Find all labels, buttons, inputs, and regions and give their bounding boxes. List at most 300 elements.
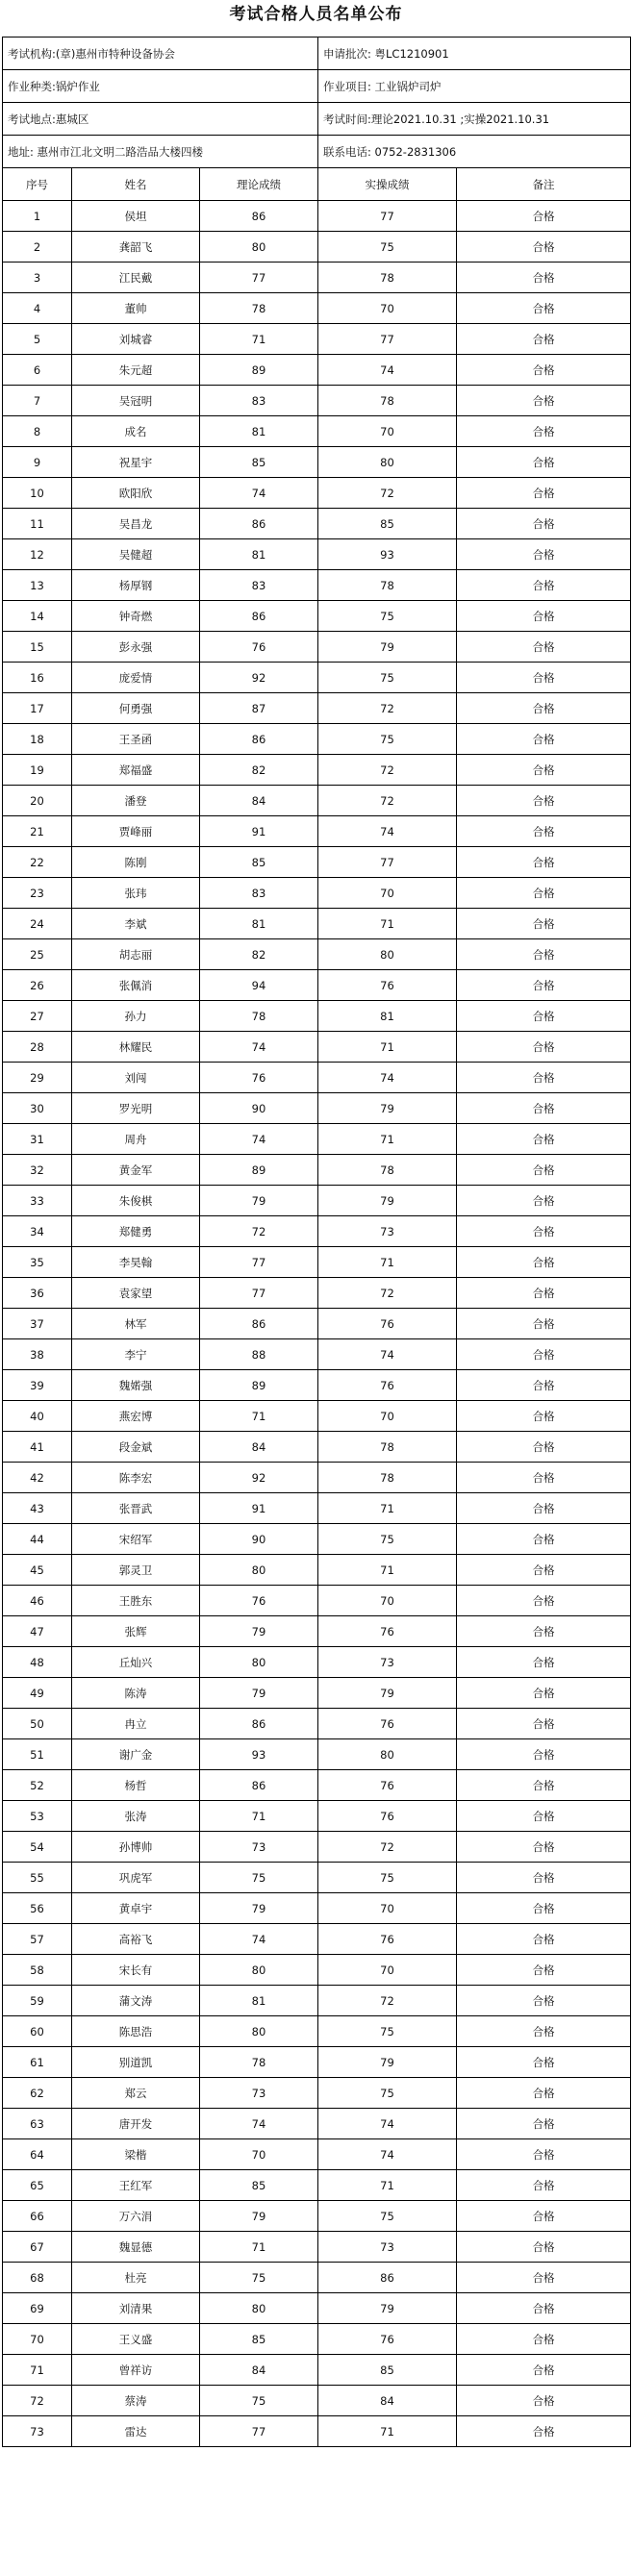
cell-name: 孙博帅	[72, 1832, 200, 1863]
cell-name: 梁楷	[72, 2139, 200, 2170]
cell-remark: 合格	[457, 2016, 631, 2047]
table-row	[3, 509, 631, 539]
cell-practical-score: 80	[318, 939, 457, 970]
cell-name: 陈涛	[72, 1678, 200, 1709]
cell-name: 张佩消	[72, 970, 200, 1001]
cell-index: 15	[3, 632, 72, 663]
table-row	[3, 1863, 631, 1893]
cell-practical-score: 76	[318, 1770, 457, 1801]
cell-practical-score: 75	[318, 2016, 457, 2047]
cell-theory-score: 71	[200, 324, 318, 355]
cell-index: 54	[3, 1832, 72, 1863]
cell-theory-score: 80	[200, 1955, 318, 1986]
cell-name: 钟奇燃	[72, 601, 200, 632]
cell-name: 朱俊棋	[72, 1186, 200, 1216]
cell-remark: 合格	[457, 1309, 631, 1339]
cell-index: 29	[3, 1063, 72, 1093]
cell-practical-score: 73	[318, 1216, 457, 1247]
cell-remark: 合格	[457, 1555, 631, 1586]
cell-practical-score: 79	[318, 632, 457, 663]
cell-index: 49	[3, 1678, 72, 1709]
cell-index: 55	[3, 1863, 72, 1893]
table-row	[3, 2416, 631, 2447]
table-row	[3, 2293, 631, 2324]
cell-index: 72	[3, 2386, 72, 2416]
cell-theory-score: 74	[200, 478, 318, 509]
cell-remark: 合格	[457, 324, 631, 355]
cell-index: 10	[3, 478, 72, 509]
cell-practical-score: 73	[318, 2232, 457, 2263]
cell-theory-score: 87	[200, 693, 318, 724]
cell-practical-score: 71	[318, 1124, 457, 1155]
table-row	[3, 1586, 631, 1616]
cell-practical-score: 77	[318, 324, 457, 355]
cell-theory-score: 79	[200, 1678, 318, 1709]
cell-remark: 合格	[457, 2170, 631, 2201]
cell-theory-score: 86	[200, 724, 318, 755]
cell-remark: 合格	[457, 1278, 631, 1309]
table-row	[3, 2047, 631, 2078]
cell-remark: 合格	[457, 724, 631, 755]
table-row	[3, 478, 631, 509]
cell-index: 73	[3, 2416, 72, 2447]
cell-remark: 合格	[457, 1524, 631, 1555]
table-row	[3, 201, 631, 232]
cell-name: 王胜东	[72, 1586, 200, 1616]
cell-name: 成名	[72, 416, 200, 447]
cell-index: 57	[3, 1924, 72, 1955]
cell-name: 陈刚	[72, 847, 200, 878]
table-row	[3, 663, 631, 693]
cell-index: 71	[3, 2355, 72, 2386]
cell-remark: 合格	[457, 1770, 631, 1801]
table-row	[3, 1370, 631, 1401]
cell-name: 张涛	[72, 1801, 200, 1832]
cell-remark: 合格	[457, 232, 631, 263]
cell-practical-score: 77	[318, 201, 457, 232]
cell-index: 17	[3, 693, 72, 724]
cell-theory-score: 72	[200, 1216, 318, 1247]
cell-theory-score: 71	[200, 1801, 318, 1832]
cell-index: 28	[3, 1032, 72, 1063]
cell-index: 50	[3, 1709, 72, 1739]
cell-name: 黄金军	[72, 1155, 200, 1186]
cell-name: 郑云	[72, 2078, 200, 2109]
column-header-index: 序号	[3, 168, 72, 201]
cell-name: 吴昌龙	[72, 509, 200, 539]
table-row	[3, 539, 631, 570]
cell-practical-score: 75	[318, 663, 457, 693]
cell-remark: 合格	[457, 1186, 631, 1216]
exam-time: 考试时间:理论2021.10.31 ;实操2021.10.31	[318, 103, 631, 136]
cell-practical-score: 79	[318, 2047, 457, 2078]
cell-remark: 合格	[457, 1616, 631, 1647]
cell-name: 何勇强	[72, 693, 200, 724]
cell-practical-score: 74	[318, 1339, 457, 1370]
cell-practical-score: 74	[318, 2109, 457, 2139]
cell-index: 27	[3, 1001, 72, 1032]
cell-remark: 合格	[457, 1216, 631, 1247]
cell-theory-score: 80	[200, 2016, 318, 2047]
cell-theory-score: 85	[200, 2324, 318, 2355]
cell-theory-score: 84	[200, 2355, 318, 2386]
cell-index: 59	[3, 1986, 72, 2016]
cell-practical-score: 76	[318, 1370, 457, 1401]
table-row	[3, 2139, 631, 2170]
cell-remark: 合格	[457, 1063, 631, 1093]
cell-practical-score: 71	[318, 1032, 457, 1063]
cell-remark: 合格	[457, 2109, 631, 2139]
cell-theory-score: 74	[200, 1032, 318, 1063]
cell-practical-score: 71	[318, 1493, 457, 1524]
cell-remark: 合格	[457, 786, 631, 816]
cell-index: 25	[3, 939, 72, 970]
cell-remark: 合格	[457, 1463, 631, 1493]
cell-index: 2	[3, 232, 72, 263]
cell-remark: 合格	[457, 663, 631, 693]
cell-theory-score: 85	[200, 847, 318, 878]
cell-practical-score: 74	[318, 1063, 457, 1093]
table-row	[3, 1770, 631, 1801]
cell-remark: 合格	[457, 293, 631, 324]
cell-name: 陈思浩	[72, 2016, 200, 2047]
cell-practical-score: 85	[318, 2355, 457, 2386]
cell-theory-score: 82	[200, 755, 318, 786]
cell-name: 陈李宏	[72, 1463, 200, 1493]
cell-practical-score: 75	[318, 601, 457, 632]
cell-practical-score: 76	[318, 1616, 457, 1647]
cell-index: 53	[3, 1801, 72, 1832]
cell-remark: 合格	[457, 1739, 631, 1770]
cell-practical-score: 74	[318, 816, 457, 847]
cell-theory-score: 76	[200, 1586, 318, 1616]
cell-index: 48	[3, 1647, 72, 1678]
cell-theory-score: 90	[200, 1524, 318, 1555]
cell-remark: 合格	[457, 1124, 631, 1155]
table-row	[3, 1893, 631, 1924]
cell-index: 36	[3, 1278, 72, 1309]
cell-theory-score: 84	[200, 786, 318, 816]
table-row	[3, 447, 631, 478]
table-row	[3, 1647, 631, 1678]
cell-name: 李斌	[72, 909, 200, 939]
cell-practical-score: 75	[318, 232, 457, 263]
cell-theory-score: 71	[200, 2232, 318, 2263]
cell-name: 王义盛	[72, 2324, 200, 2355]
cell-remark: 合格	[457, 847, 631, 878]
cell-index: 9	[3, 447, 72, 478]
cell-theory-score: 80	[200, 1647, 318, 1678]
cell-index: 64	[3, 2139, 72, 2170]
cell-theory-score: 77	[200, 1247, 318, 1278]
cell-practical-score: 76	[318, 2324, 457, 2355]
table-row	[3, 263, 631, 293]
cell-name: 蔡涛	[72, 2386, 200, 2416]
table-row	[3, 2170, 631, 2201]
cell-remark: 合格	[457, 1370, 631, 1401]
cell-name: 林军	[72, 1309, 200, 1339]
cell-practical-score: 79	[318, 1678, 457, 1709]
cell-theory-score: 86	[200, 1309, 318, 1339]
cell-remark: 合格	[457, 570, 631, 601]
address: 地址: 惠州市江北文明二路浩品大楼四楼	[3, 136, 318, 168]
cell-theory-score: 80	[200, 232, 318, 263]
cell-index: 67	[3, 2232, 72, 2263]
cell-index: 6	[3, 355, 72, 386]
cell-remark: 合格	[457, 416, 631, 447]
cell-practical-score: 71	[318, 909, 457, 939]
table-row	[3, 1401, 631, 1432]
cell-remark: 合格	[457, 1339, 631, 1370]
cell-index: 37	[3, 1309, 72, 1339]
cell-practical-score: 86	[318, 2263, 457, 2293]
cell-remark: 合格	[457, 1432, 631, 1463]
cell-index: 63	[3, 2109, 72, 2139]
cell-index: 34	[3, 1216, 72, 1247]
cell-theory-score: 92	[200, 1463, 318, 1493]
cell-practical-score: 71	[318, 1247, 457, 1278]
cell-theory-score: 76	[200, 1063, 318, 1093]
cell-practical-score: 72	[318, 755, 457, 786]
cell-index: 13	[3, 570, 72, 601]
cell-theory-score: 90	[200, 1093, 318, 1124]
cell-theory-score: 75	[200, 2386, 318, 2416]
table-row	[3, 1216, 631, 1247]
table-row	[3, 1309, 631, 1339]
info-row	[3, 136, 631, 168]
table-row	[3, 2016, 631, 2047]
cell-practical-score: 84	[318, 2386, 457, 2416]
cell-index: 69	[3, 2293, 72, 2324]
cell-theory-score: 82	[200, 939, 318, 970]
cell-name: 孙力	[72, 1001, 200, 1032]
cell-theory-score: 78	[200, 293, 318, 324]
column-header-practical: 实操成绩	[318, 168, 457, 201]
table-row	[3, 1986, 631, 2016]
cell-theory-score: 75	[200, 1863, 318, 1893]
cell-index: 65	[3, 2170, 72, 2201]
cell-practical-score: 74	[318, 2139, 457, 2170]
table-header-row	[3, 168, 631, 201]
cell-practical-score: 76	[318, 1801, 457, 1832]
table-row	[3, 755, 631, 786]
cell-index: 70	[3, 2324, 72, 2355]
column-header-remark: 备注	[457, 168, 631, 201]
cell-practical-score: 79	[318, 2293, 457, 2324]
table-row	[3, 1493, 631, 1524]
cell-name: 丘灿兴	[72, 1647, 200, 1678]
cell-remark: 合格	[457, 1247, 631, 1278]
cell-practical-score: 78	[318, 386, 457, 416]
results-table-body	[3, 38, 631, 2447]
info-row	[3, 103, 631, 136]
cell-remark: 合格	[457, 970, 631, 1001]
contact-phone: 联系电话: 0752-2831306	[318, 136, 631, 168]
table-row	[3, 2232, 631, 2263]
exam-org: 考试机构:(章)惠州市特种设备协会	[3, 38, 318, 70]
cell-theory-score: 89	[200, 355, 318, 386]
cell-practical-score: 81	[318, 1001, 457, 1032]
cell-practical-score: 78	[318, 1432, 457, 1463]
cell-theory-score: 83	[200, 570, 318, 601]
cell-name: 庞爱情	[72, 663, 200, 693]
cell-index: 41	[3, 1432, 72, 1463]
cell-remark: 合格	[457, 2047, 631, 2078]
cell-remark: 合格	[457, 1832, 631, 1863]
table-row	[3, 293, 631, 324]
cell-theory-score: 81	[200, 416, 318, 447]
cell-name: 刘闯	[72, 1063, 200, 1093]
cell-remark: 合格	[457, 816, 631, 847]
cell-name: 欧阳欣	[72, 478, 200, 509]
apply-batch: 申请批次: 粤LC1210901	[318, 38, 631, 70]
cell-index: 40	[3, 1401, 72, 1432]
cell-remark: 合格	[457, 1893, 631, 1924]
cell-theory-score: 78	[200, 1001, 318, 1032]
cell-index: 51	[3, 1739, 72, 1770]
cell-index: 7	[3, 386, 72, 416]
table-row	[3, 724, 631, 755]
cell-remark: 合格	[457, 2293, 631, 2324]
cell-remark: 合格	[457, 2232, 631, 2263]
cell-name: 刘清果	[72, 2293, 200, 2324]
table-row	[3, 1924, 631, 1955]
cell-index: 24	[3, 909, 72, 939]
cell-name: 朱元超	[72, 355, 200, 386]
cell-theory-score: 81	[200, 539, 318, 570]
cell-remark: 合格	[457, 1586, 631, 1616]
cell-index: 52	[3, 1770, 72, 1801]
cell-name: 杜亮	[72, 2263, 200, 2293]
cell-practical-score: 70	[318, 1893, 457, 1924]
cell-remark: 合格	[457, 1955, 631, 1986]
cell-remark: 合格	[457, 1401, 631, 1432]
cell-theory-score: 94	[200, 970, 318, 1001]
cell-practical-score: 76	[318, 1924, 457, 1955]
cell-practical-score: 75	[318, 724, 457, 755]
table-row	[3, 1801, 631, 1832]
table-row	[3, 1832, 631, 1863]
cell-name: 刘城睿	[72, 324, 200, 355]
cell-theory-score: 81	[200, 909, 318, 939]
table-row	[3, 2078, 631, 2109]
exam-location: 考试地点:惠城区	[3, 103, 318, 136]
cell-name: 谢广金	[72, 1739, 200, 1770]
cell-practical-score: 72	[318, 478, 457, 509]
cell-remark: 合格	[457, 1647, 631, 1678]
table-row	[3, 1739, 631, 1770]
cell-practical-score: 78	[318, 1155, 457, 1186]
table-row	[3, 2109, 631, 2139]
cell-practical-score: 85	[318, 509, 457, 539]
cell-name: 李宁	[72, 1339, 200, 1370]
table-row	[3, 1155, 631, 1186]
cell-name: 罗光明	[72, 1093, 200, 1124]
cell-index: 18	[3, 724, 72, 755]
cell-practical-score: 76	[318, 970, 457, 1001]
cell-theory-score: 77	[200, 2416, 318, 2447]
cell-theory-score: 86	[200, 201, 318, 232]
cell-index: 16	[3, 663, 72, 693]
cell-index: 20	[3, 786, 72, 816]
cell-name: 黄卓宇	[72, 1893, 200, 1924]
cell-practical-score: 76	[318, 1309, 457, 1339]
cell-index: 32	[3, 1155, 72, 1186]
cell-index: 5	[3, 324, 72, 355]
table-row	[3, 786, 631, 816]
table-row	[3, 1555, 631, 1586]
cell-index: 21	[3, 816, 72, 847]
cell-remark: 合格	[457, 2386, 631, 2416]
cell-theory-score: 91	[200, 816, 318, 847]
table-row	[3, 1955, 631, 1986]
cell-name: 魏婼强	[72, 1370, 200, 1401]
info-row	[3, 70, 631, 103]
cell-remark: 合格	[457, 878, 631, 909]
cell-practical-score: 76	[318, 1709, 457, 1739]
cell-name: 吴冠明	[72, 386, 200, 416]
cell-remark: 合格	[457, 755, 631, 786]
cell-theory-score: 86	[200, 601, 318, 632]
table-row	[3, 909, 631, 939]
cell-theory-score: 70	[200, 2139, 318, 2170]
table-row	[3, 386, 631, 416]
cell-index: 46	[3, 1586, 72, 1616]
cell-name: 雷达	[72, 2416, 200, 2447]
cell-remark: 合格	[457, 1924, 631, 1955]
cell-practical-score: 72	[318, 1832, 457, 1863]
cell-name: 蒲文涛	[72, 1986, 200, 2016]
cell-index: 31	[3, 1124, 72, 1155]
cell-name: 别道凯	[72, 2047, 200, 2078]
cell-remark: 合格	[457, 632, 631, 663]
cell-index: 23	[3, 878, 72, 909]
cell-index: 62	[3, 2078, 72, 2109]
cell-practical-score: 72	[318, 1278, 457, 1309]
cell-remark: 合格	[457, 1863, 631, 1893]
cell-remark: 合格	[457, 355, 631, 386]
table-row	[3, 416, 631, 447]
table-row	[3, 878, 631, 909]
table-row	[3, 1678, 631, 1709]
cell-remark: 合格	[457, 2355, 631, 2386]
cell-name: 魏显德	[72, 2232, 200, 2263]
cell-theory-score: 89	[200, 1155, 318, 1186]
cell-index: 39	[3, 1370, 72, 1401]
cell-index: 61	[3, 2047, 72, 2078]
cell-index: 47	[3, 1616, 72, 1647]
cell-practical-score: 80	[318, 1739, 457, 1770]
cell-practical-score: 75	[318, 2078, 457, 2109]
cell-theory-score: 77	[200, 1278, 318, 1309]
cell-name: 彭永强	[72, 632, 200, 663]
cell-index: 12	[3, 539, 72, 570]
cell-name: 宋长有	[72, 1955, 200, 1986]
table-row	[3, 1616, 631, 1647]
cell-practical-score: 71	[318, 1555, 457, 1586]
cell-name: 江民戴	[72, 263, 200, 293]
cell-name: 杨哲	[72, 1770, 200, 1801]
table-row	[3, 2201, 631, 2232]
cell-name: 张晋武	[72, 1493, 200, 1524]
cell-practical-score: 74	[318, 355, 457, 386]
cell-index: 56	[3, 1893, 72, 1924]
table-row	[3, 1186, 631, 1216]
cell-practical-score: 75	[318, 2201, 457, 2232]
page-title: 考试合格人员名单公布	[229, 5, 403, 24]
cell-index: 43	[3, 1493, 72, 1524]
cell-name: 段金斌	[72, 1432, 200, 1463]
